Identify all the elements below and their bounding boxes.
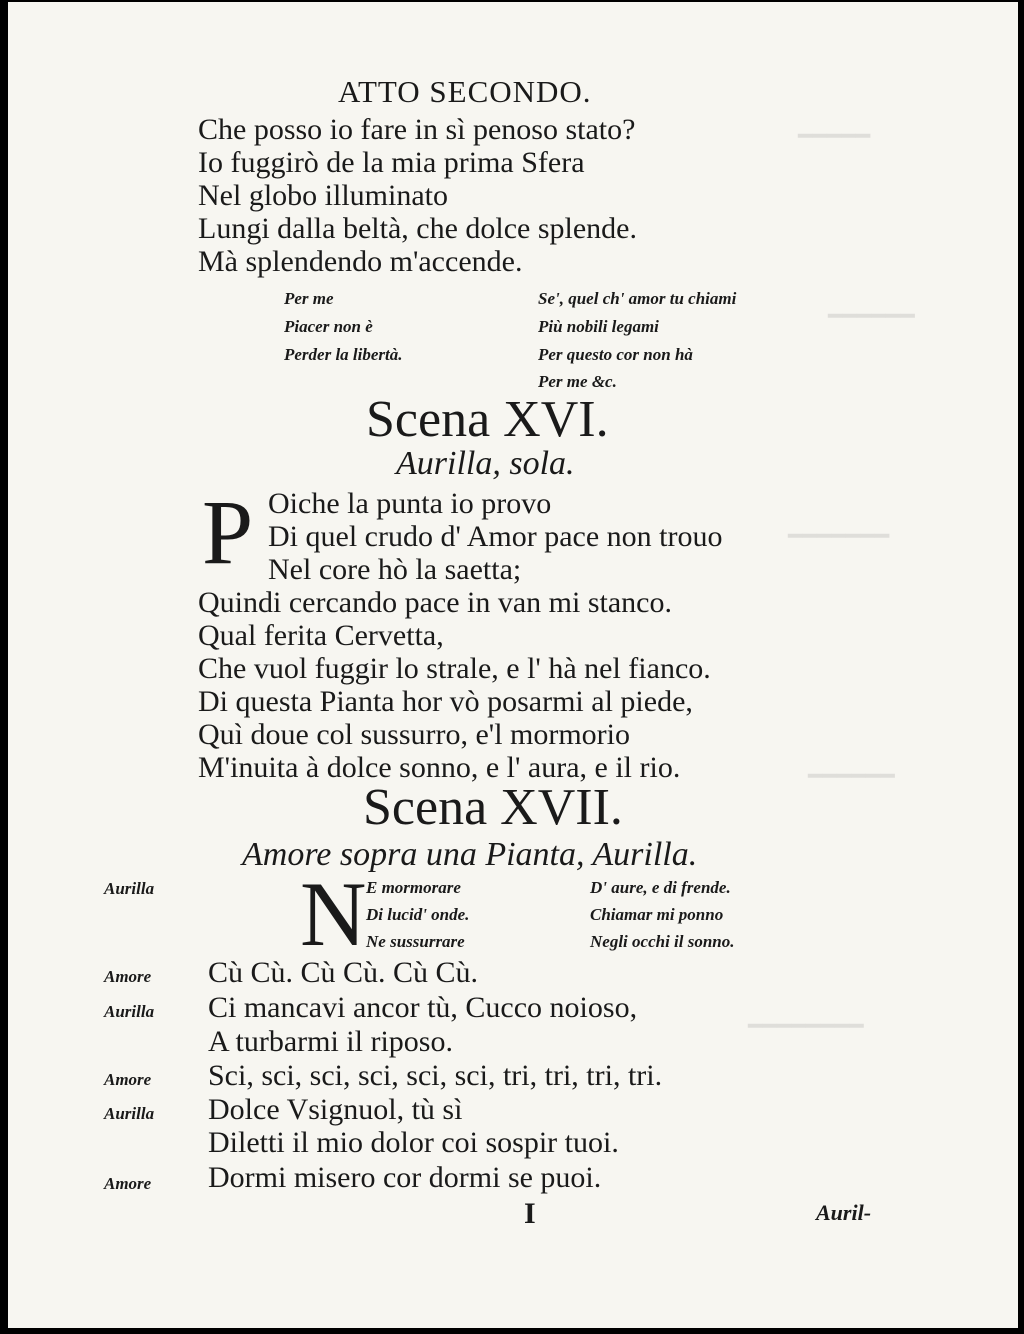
aria-line: Per me &c.	[538, 372, 617, 391]
aria-line: E mormorare	[366, 878, 461, 897]
show-through: ━━━━━━	[808, 764, 895, 790]
aria-line: Per me	[284, 289, 334, 308]
dialogue-line: Diletti il mio dolor coi sospir tuoi.	[208, 1126, 619, 1159]
verse-line: Nel globo illuminato	[198, 179, 448, 212]
verse-line: Che vuol fuggir lo strale, e l' hà nel fianco.	[198, 652, 711, 685]
speaker-label: Aurilla	[104, 1002, 155, 1021]
speaker-label: Aurilla	[104, 879, 155, 898]
speaker-label: Aurilla	[104, 1104, 155, 1123]
aria-line: D' aure, e di frende.	[590, 878, 731, 897]
aria-line: Negli occhi il sonno.	[590, 932, 735, 951]
aria-line: Ne sussurrare	[366, 932, 465, 951]
aria-line: Per questo cor non hà	[538, 345, 693, 364]
running-header: ATTO SECONDO.	[338, 74, 592, 109]
scene-title: Scena XVII.	[363, 779, 623, 836]
dialogue-line: Dolce Vsignuol, tù sì	[208, 1093, 463, 1126]
verse-line: Lungi dalla beltà, che dolce splende.	[198, 212, 637, 245]
verse-line: Io fuggirò de la mia prima Sfera	[198, 146, 585, 179]
aria-line: Più nobili legami	[538, 317, 659, 336]
show-through: ━━━━━━	[828, 304, 915, 330]
verse-line: Di questa Pianta hor vò posarmi al piede,	[198, 685, 693, 718]
dialogue-line: Sci, sci, sci, sci, sci, sci, tri, tri, tri, tri.	[208, 1059, 663, 1092]
verse-line: Di quel crudo d' Amor pace non trouo	[268, 520, 723, 553]
aria-line: Perder la libertà.	[284, 345, 403, 364]
verse-line: Quì doue col sussurro, e'l mormorio	[198, 718, 631, 751]
verse-line: Oiche la punta io provo	[268, 487, 552, 520]
dialogue-line: Dormi misero cor dormi se puoi.	[208, 1161, 602, 1194]
verse-line: Mà splendendo m'accende.	[198, 245, 523, 278]
speaker-label: Amore	[104, 1070, 152, 1089]
dialogue-line: A turbarmi il riposo.	[208, 1025, 453, 1058]
scene-subtitle: Amore sopra una Pianta, Aurilla.	[242, 836, 698, 873]
aria-line: Piacer non è	[284, 317, 373, 336]
aria-line: Se', quel ch' amor tu chiami	[538, 289, 737, 308]
verse-line: Qual ferita Cervetta,	[198, 619, 444, 652]
aria-line: Di lucid' onde.	[366, 905, 470, 924]
verse-line: Quindi cercando pace in van mi stanco.	[198, 586, 672, 619]
show-through: ━━━━━	[798, 124, 871, 150]
scene-subtitle: Aurilla, sola.	[396, 445, 575, 482]
book-page	[8, 2, 1018, 1328]
speaker-label: Amore	[104, 967, 152, 986]
drop-cap: N	[300, 863, 367, 965]
verse-line: Che posso io fare in sì penoso stato?	[198, 113, 636, 146]
verse-line: Nel core hò la saetta;	[268, 553, 522, 586]
show-through: ━━━━━━━	[788, 524, 890, 550]
aria-line: Chiamar mi ponno	[590, 905, 724, 924]
verse-line: M'inuita à dolce sonno, e l' aura, e il rio.	[198, 751, 681, 784]
drop-cap: P	[202, 481, 254, 583]
scene-title: Scena XVI.	[366, 391, 609, 448]
show-through: ━━━━━━━━	[748, 1014, 864, 1040]
catchword: Auril-	[816, 1200, 872, 1225]
dialogue-line: Cù Cù. Cù Cù. Cù Cù.	[208, 956, 479, 989]
dialogue-line: Ci mancavi ancor tù, Cucco noioso,	[208, 991, 638, 1024]
signature-mark: I	[524, 1197, 536, 1230]
speaker-label: Amore	[104, 1174, 152, 1193]
